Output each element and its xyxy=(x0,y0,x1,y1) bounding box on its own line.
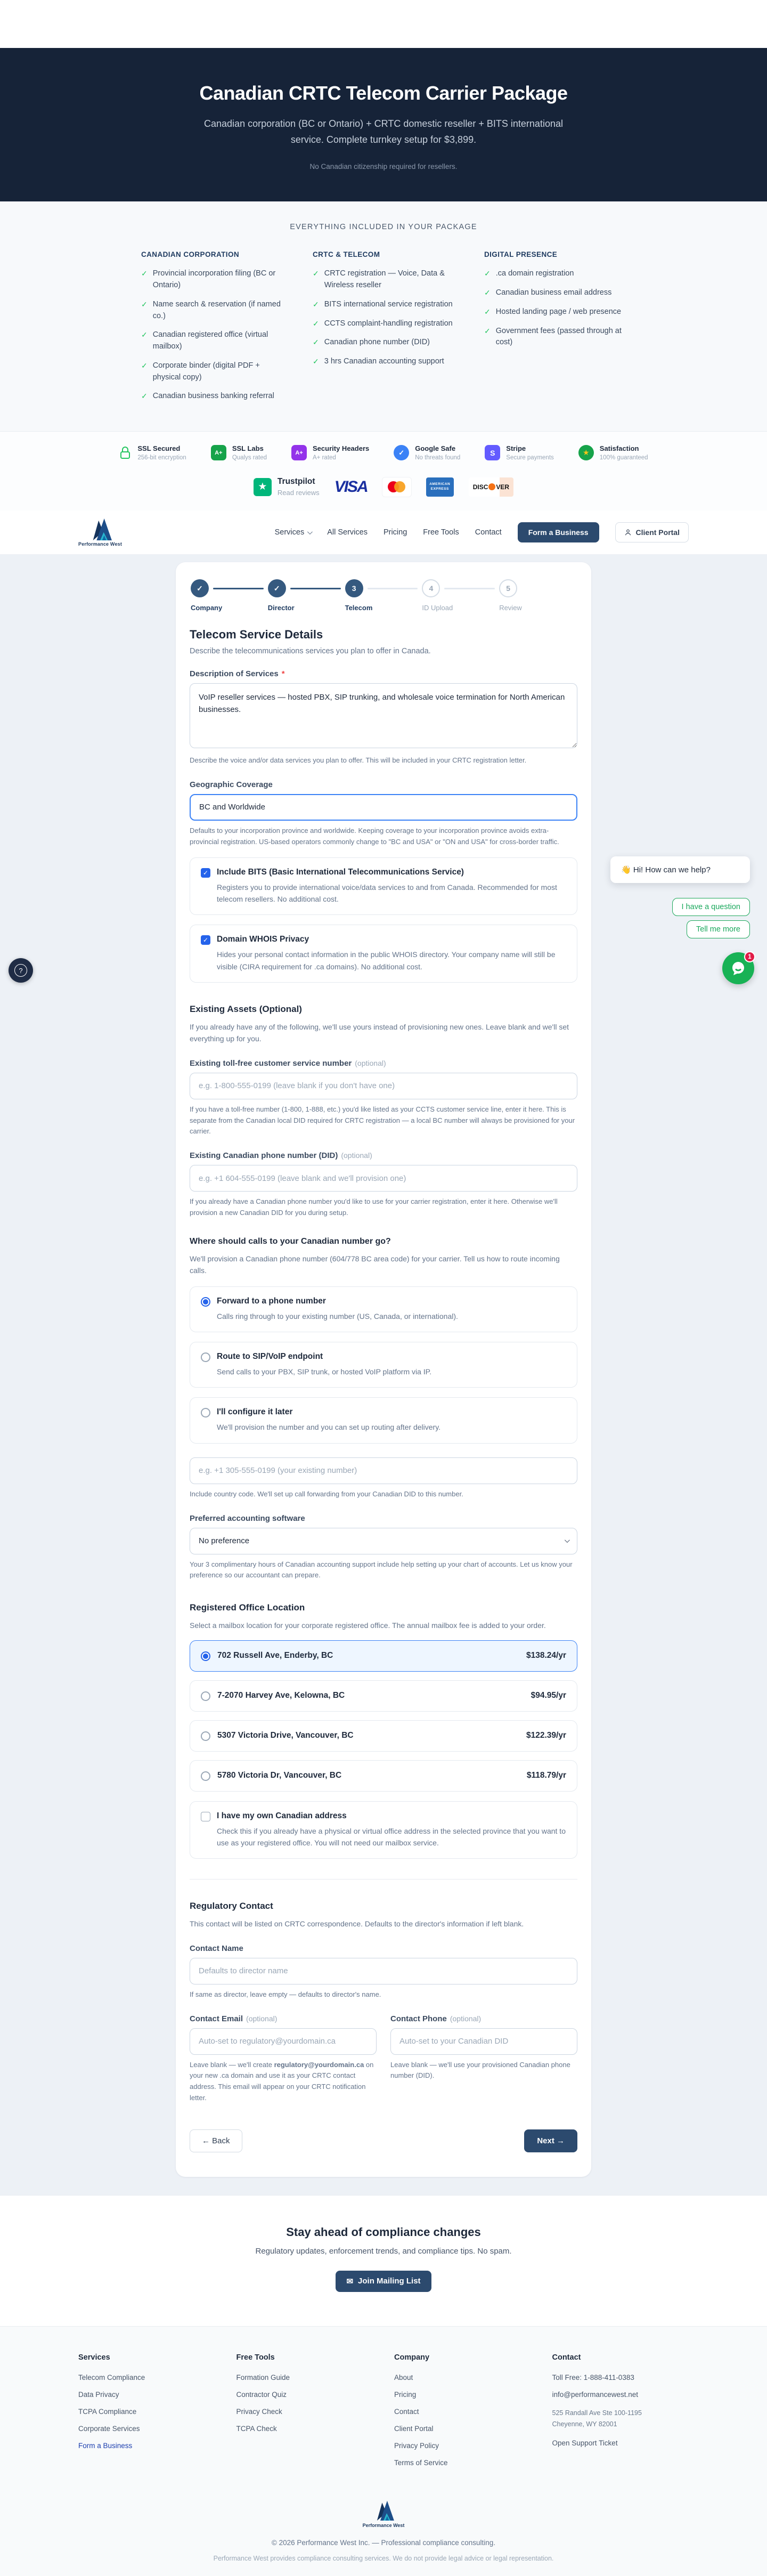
accounting-field xyxy=(190,1514,577,1582)
join-mailing-list-button[interactable] xyxy=(336,2271,431,2292)
section-divider xyxy=(190,1879,577,1880)
check-icon: ✓ xyxy=(484,288,491,297)
include-item xyxy=(313,356,454,368)
checkbox-checked-icon[interactable]: ✓ xyxy=(201,935,210,945)
chat-greeting-text: Hi! How can we help? xyxy=(633,865,711,875)
nav-link-free-tools[interactable] xyxy=(423,528,459,537)
copyright-text: © 2026 Performance West Inc. — Professional compliance consulting. xyxy=(271,2538,496,2547)
nav-link-label: Contact xyxy=(475,528,502,537)
form-section-title: Telecom Service Details xyxy=(190,628,323,642)
a-plus-icon: A+ xyxy=(211,445,226,460)
discover-o-icon xyxy=(488,483,495,490)
a-plus-icon: A+ xyxy=(291,445,307,460)
radio-icon[interactable] xyxy=(201,1691,210,1701)
radio-selected-icon[interactable] xyxy=(201,1297,210,1307)
office-address: 5780 Victoria Dr, Vancouver, BC xyxy=(217,1771,342,1780)
badge-subtitle: Qualys rated xyxy=(232,455,267,461)
include-item-label: Canadian business email address xyxy=(495,288,612,297)
step-label: ID Upload xyxy=(422,604,453,612)
whois-description: Hides your personal contact information in the public WHOIS directory. Your company name will still be visible (CIRA requirement for .ca domains). No additional cost. xyxy=(217,950,556,971)
footer-column-services xyxy=(78,2353,215,2476)
newsletter-section xyxy=(0,2195,767,2326)
chat-quick-reply-question[interactable]: I have a question xyxy=(672,898,750,916)
include-item xyxy=(141,391,283,402)
mastercard-logo xyxy=(382,477,411,497)
step-company[interactable] xyxy=(191,579,268,612)
back-label: Back xyxy=(212,2136,230,2145)
check-icon: ✓ xyxy=(484,326,491,335)
footer-link-form-a-business[interactable]: Form a Business xyxy=(78,2441,133,2450)
discover-logo xyxy=(469,477,513,497)
badge-subtitle: A+ rated xyxy=(313,455,336,461)
main-content xyxy=(0,555,767,2195)
routing-option-label: Forward to a phone number xyxy=(217,1296,326,1306)
field-help: If same as director, leave empty — defaults to director's name. xyxy=(190,1990,381,1998)
step-check-icon: ✓ xyxy=(268,579,286,597)
discover-text-right: VER xyxy=(496,483,510,491)
description-textarea[interactable] xyxy=(190,683,577,748)
check-icon: ✓ xyxy=(484,307,491,316)
trustpilot-link[interactable]: Read reviews xyxy=(277,489,320,497)
footer-link-corporate-services[interactable]: Corporate Services xyxy=(78,2424,140,2433)
step-check-icon: ✓ xyxy=(191,579,209,597)
step-label: Telecom xyxy=(345,604,373,612)
badge-subtitle: No threats found xyxy=(415,455,461,461)
office-option-kelowna[interactable] xyxy=(190,1680,577,1712)
nav-link-label: Services xyxy=(274,528,305,537)
step-label: Review xyxy=(499,604,522,612)
include-item-label: Hosted landing page / web presence xyxy=(495,307,622,316)
step-review[interactable] xyxy=(499,579,576,612)
field-help xyxy=(190,2060,377,2104)
step-telecom[interactable] xyxy=(345,579,422,612)
contact-email-input[interactable] xyxy=(190,2028,377,2055)
field-label: Contact Phone xyxy=(390,2014,447,2023)
include-item-label: Canadian phone number (DID) xyxy=(324,338,430,347)
mail-icon: ✉ xyxy=(346,2277,354,2286)
routing-intro: We'll provision a Canadian phone number (604/778 BC area code) for your carrier. Tell us how to route incoming calls. xyxy=(190,1254,560,1275)
help-text: Leave blank — we'll create xyxy=(190,2060,274,2069)
badge-security-headers xyxy=(291,444,369,461)
office-option-enderby[interactable] xyxy=(190,1640,577,1672)
footer-brand-logo xyxy=(372,2500,395,2521)
office-address: 7-2070 Harvey Ave, Kelowna, BC xyxy=(217,1691,345,1700)
check-icon: ✓ xyxy=(141,330,148,339)
check-icon: ✓ xyxy=(313,319,319,328)
footer-column-free-tools xyxy=(236,2353,373,2476)
badge-google-safe xyxy=(394,444,460,461)
radio-icon[interactable] xyxy=(201,1731,210,1741)
routing-option-description: Send calls to your PBX, SIP trunk, or hosted VoIP platform via IP. xyxy=(217,1367,432,1376)
nav-link-services[interactable] xyxy=(275,528,312,537)
newsletter-title: Stay ahead of compliance changes xyxy=(286,2225,481,2239)
include-item-label: Canadian business banking referral xyxy=(152,392,274,401)
newsletter-subtitle: Regulatory updates, enforcement trends, and compliance tips. No spam. xyxy=(255,2246,512,2256)
stripe-icon: S xyxy=(485,445,500,460)
accounting-selected-value: No preference xyxy=(199,1536,250,1546)
office-option-victoria-drive[interactable] xyxy=(190,1720,577,1752)
optional-tag: (optional) xyxy=(246,2014,278,2023)
include-item xyxy=(141,299,283,322)
footer xyxy=(0,2326,767,2576)
brand-logo[interactable] xyxy=(78,518,122,547)
include-item-label: CCTS complaint-handling registration xyxy=(324,319,453,328)
hero-note: No Canadian citizenship required for resellers. xyxy=(309,163,458,171)
form-a-business-button[interactable]: Form a Business xyxy=(518,522,599,542)
include-item xyxy=(313,337,454,349)
column-title: DIGITAL PRESENCE xyxy=(484,250,558,259)
badge-ssl-secured xyxy=(119,444,186,461)
step-number: 4 xyxy=(422,579,440,597)
routing-option-description: We'll provision the number and you can set up routing after delivery. xyxy=(217,1423,441,1432)
include-item-label: Provincial incorporation filing (BC or Ontario) xyxy=(152,269,276,290)
routing-option-sip[interactable] xyxy=(190,1342,577,1388)
whois-label: Domain WHOIS Privacy xyxy=(217,935,309,944)
step-number: 3 xyxy=(345,579,363,597)
field-help: Describe the voice and/or data services you plan to offer. This will be included in your CRTC registration letter. xyxy=(190,756,527,765)
chat-bubble-icon xyxy=(729,959,747,977)
nav-link-label: All Services xyxy=(327,528,368,537)
hero-subtitle: Canadian corporation (BC or Ontario) + CRTC domestic reseller + BITS international service. Complete turnkey setup for $3,899. xyxy=(204,118,563,145)
footer-link-data-privacy[interactable]: Data Privacy xyxy=(78,2390,119,2399)
include-item-label: CRTC registration — Voice, Data & Wireless reseller xyxy=(324,269,445,290)
check-icon: ✓ xyxy=(313,299,319,309)
progress-stepper xyxy=(190,577,577,612)
include-item-label: 3 hrs Canadian accounting support xyxy=(324,357,444,366)
footer-link-telecom-compliance[interactable]: Telecom Compliance xyxy=(78,2373,145,2381)
next-label: Next xyxy=(537,2136,554,2145)
badge-subtitle: 100% guaranteed xyxy=(599,455,648,461)
client-portal-button[interactable] xyxy=(615,522,689,542)
wave-icon: 👋 xyxy=(621,865,631,875)
form-card xyxy=(176,562,591,2177)
radio-icon[interactable] xyxy=(201,1352,210,1362)
contact-name-input[interactable] xyxy=(190,1958,577,1984)
step-id-upload[interactable] xyxy=(422,579,499,612)
badge-title: Satisfaction xyxy=(599,444,639,453)
include-item xyxy=(313,299,454,311)
include-item xyxy=(484,326,626,349)
footer-link-contact[interactable]: Contact xyxy=(394,2407,419,2416)
footer-column-title: Contact xyxy=(552,2353,581,2362)
bits-description: Registers you to provide international voice/data services to and from Canada. Recommended for most telecom resellers. No additional cost. xyxy=(217,882,557,903)
contact-phone-input[interactable] xyxy=(390,2028,577,2055)
routing-option-description: Calls ring through to your existing number (US, Canada, or international). xyxy=(217,1311,458,1321)
footer-link-privacy-policy[interactable]: Privacy Policy xyxy=(394,2441,439,2450)
routing-option-label: I'll configure it later xyxy=(217,1407,293,1417)
badge-title: SSL Secured xyxy=(137,444,181,453)
tollfree-input[interactable] xyxy=(190,1073,577,1099)
nav-link-label: Free Tools xyxy=(423,528,459,537)
badge-title: Security Headers xyxy=(313,444,370,453)
star-icon: ★ xyxy=(578,445,594,460)
contact-email-field xyxy=(190,2014,377,2104)
office-address: 5307 Victoria Drive, Vancouver, BC xyxy=(217,1731,354,1740)
amex-line2: EXPRESS xyxy=(430,487,449,491)
optional-tag: (optional) xyxy=(355,1058,386,1067)
badge-title: Stripe xyxy=(506,444,526,453)
client-portal-label: Client Portal xyxy=(635,528,680,537)
field-label: Contact Name xyxy=(190,1943,243,1953)
own-address-checkbox-card[interactable] xyxy=(190,1801,577,1859)
whois-checkbox-card[interactable] xyxy=(190,925,577,983)
coverage-input[interactable] xyxy=(190,794,577,821)
page-title: Canadian CRTC Telecom Carrier Package xyxy=(199,82,568,104)
footer-link-formation-guide[interactable]: Formation Guide xyxy=(236,2373,290,2381)
coverage-field xyxy=(190,780,577,848)
checkbox-unchecked-icon[interactable] xyxy=(201,1812,210,1821)
field-help: If you have a toll-free number (1-800, 1-888, etc.) you'd like listed as your CCTS customer service line, enter it here. This is separate from the Canadian local DID required for CRTC registration — a local BC number will always be provisioned for your carrier. xyxy=(190,1105,575,1136)
required-asterisk: * xyxy=(281,669,285,679)
check-icon: ✓ xyxy=(313,357,319,366)
trust-badges-section xyxy=(0,432,767,511)
optional-tag: (optional) xyxy=(450,2014,482,2023)
optional-tag: (optional) xyxy=(341,1151,372,1160)
include-item xyxy=(484,268,626,280)
footer-link-terms[interactable]: Terms of Service xyxy=(394,2458,448,2467)
include-item-label: BITS international service registration xyxy=(324,299,453,309)
hero-section xyxy=(0,48,767,201)
include-item xyxy=(313,268,454,291)
check-icon: ✓ xyxy=(141,269,148,278)
accessibility-help-button[interactable] xyxy=(9,958,33,983)
badge-subtitle: Secure payments xyxy=(506,455,554,461)
navbar xyxy=(0,511,767,555)
field-label: Existing Canadian phone number (DID) xyxy=(190,1151,338,1161)
office-intro: Select a mailbox location for your corporate registered office. The annual mailbox fee is added to your order. xyxy=(190,1621,546,1630)
footer-link-privacy-check[interactable]: Privacy Check xyxy=(236,2407,282,2416)
performancewest-logo-icon xyxy=(88,518,112,540)
chat-unread-badge: 1 xyxy=(744,951,755,962)
footer-link-client-portal[interactable]: Client Portal xyxy=(394,2424,434,2433)
routing-option-forward[interactable] xyxy=(190,1286,577,1332)
office-address: 702 Russell Ave, Enderby, BC xyxy=(217,1651,333,1660)
field-help: Include country code. We'll set up call forwarding from your Canadian DID to this number. xyxy=(190,1489,463,1498)
footer-column-contact xyxy=(552,2353,689,2476)
check-icon: ✓ xyxy=(313,338,319,347)
field-label: Contact Email xyxy=(190,2014,243,2023)
routing-option-later[interactable] xyxy=(190,1397,577,1443)
include-item xyxy=(141,329,283,353)
column-title: CANADIAN CORPORATION xyxy=(141,250,239,259)
visa-logo: VISA xyxy=(334,477,368,496)
include-item-label: .ca domain registration xyxy=(495,269,574,278)
footer-column-title: Services xyxy=(78,2353,110,2362)
bits-checkbox-card[interactable] xyxy=(190,857,577,916)
nav-link-pricing[interactable] xyxy=(384,528,407,537)
description-field xyxy=(190,669,577,766)
step-label: Director xyxy=(267,604,295,612)
include-item-label: Government fees (passed through at cost) xyxy=(495,326,622,347)
routing-heading: Where should calls to your Canadian number go? xyxy=(190,1236,391,1246)
discover-text-left: DISC xyxy=(472,483,488,491)
footer-email-link[interactable]: info@performancewest.net xyxy=(552,2390,639,2399)
top-whitespace xyxy=(0,0,767,48)
includes-column-corporation xyxy=(141,250,283,410)
disclaimer-text: Performance West provides compliance consulting services. We do not provide legal advice or legal representation. xyxy=(213,2554,554,2562)
tollfree-field xyxy=(190,1059,577,1137)
field-help: Leave blank — we'll use your provisioned Canadian phone number (DID). xyxy=(390,2060,570,2080)
next-button[interactable] xyxy=(524,2129,577,2152)
check-icon: ✓ xyxy=(141,299,148,309)
office-price: $94.95/yr xyxy=(531,1691,566,1700)
nav-link-label: Pricing xyxy=(383,528,407,537)
field-label: Preferred accounting software xyxy=(190,1513,305,1523)
arrow-left-icon: ← xyxy=(202,2136,210,2145)
footer-brand-name: Performance West xyxy=(362,2522,405,2528)
existing-assets-intro: If you already have any of the following, we'll use yours instead of provisioning new ones. Leave blank and we'll set everything up for you. xyxy=(190,1023,569,1043)
field-help: Defaults to your incorporation province and worldwide. Keeping coverage to your incorporation province avoids extra-provincial registration. US-based operators commonly change to "BC and USA" or "ON and USA" for cross-border traffic. xyxy=(190,826,559,846)
footer-link-tcpa-compliance[interactable]: TCPA Compliance xyxy=(78,2407,137,2416)
check-icon: ✓ xyxy=(141,361,148,370)
field-label: Description of Services xyxy=(190,669,279,679)
radio-selected-icon[interactable] xyxy=(201,1651,210,1661)
include-item-label: Corporate binder (digital PDF + physical copy) xyxy=(152,361,260,382)
chat-greeting-bubble[interactable] xyxy=(610,856,750,883)
footer-address xyxy=(552,2408,689,2431)
office-price: $138.24/yr xyxy=(526,1651,566,1660)
contact-name-field xyxy=(190,1944,577,2000)
include-item xyxy=(313,318,454,330)
help-email-strong: regulatory@yourdomain.ca xyxy=(274,2060,364,2069)
footer-phone-link[interactable]: Toll Free: 1-888-411-0383 xyxy=(552,2373,634,2381)
step-label: Company xyxy=(191,604,223,612)
own-address-label: I have my own Canadian address xyxy=(217,1811,347,1820)
include-item-label: Name search & reservation (if named co.) xyxy=(152,299,281,320)
office-price: $122.39/yr xyxy=(526,1731,566,1740)
back-button[interactable] xyxy=(190,2129,242,2152)
include-item xyxy=(484,287,626,299)
footer-link-pricing[interactable]: Pricing xyxy=(394,2390,417,2399)
checkbox-checked-icon[interactable]: ✓ xyxy=(201,868,210,878)
field-help: Your 3 complimentary hours of Canadian accounting support include help setting up your chart of accounts. Let us know your preference so our accountant can prepare. xyxy=(190,1560,573,1579)
footer-address-line1: 525 Randall Ave Ste 100-1195 xyxy=(552,2409,642,2417)
field-help: If you already have a Canadian phone number you'd like to use for your carrier registration, enter it here. Otherwise we'll provision a new Canadian DID for you during setup. xyxy=(190,1197,558,1217)
chevron-down-icon xyxy=(307,529,313,534)
question-icon: ? xyxy=(14,964,27,977)
arrow-right-icon: → xyxy=(557,2136,565,2145)
chat-launcher-button[interactable] xyxy=(722,952,754,984)
footer-support-ticket-link[interactable]: Open Support Ticket xyxy=(552,2439,618,2448)
include-item xyxy=(484,306,626,318)
regulatory-intro: This contact will be listed on CRTC correspondence. Defaults to the director's information if left blank. xyxy=(190,1919,524,1929)
check-icon: ✓ xyxy=(484,269,491,278)
trustpilot-star-icon: ★ xyxy=(254,478,272,496)
lock-icon xyxy=(119,446,132,460)
form-section-subtitle: Describe the telecommunications services you plan to offer in Canada. xyxy=(190,647,431,656)
amex-logo xyxy=(426,477,454,497)
office-option-victoria-dr[interactable] xyxy=(190,1760,577,1792)
footer-link-tcpa-check[interactable]: TCPA Check xyxy=(236,2424,277,2433)
include-item xyxy=(141,268,283,291)
amex-line1: AMERICAN xyxy=(429,482,451,487)
payment-logos-row xyxy=(0,477,767,497)
nav-link-all-services[interactable] xyxy=(327,528,368,537)
help-text: on your new .ca domain and use it as your CRTC contact address. This email will appear on your CRTC notification letter. xyxy=(190,2060,374,2102)
badge-satisfaction xyxy=(578,444,648,461)
radio-icon[interactable] xyxy=(201,1408,210,1417)
includes-column-digital xyxy=(484,250,626,410)
shield-check-icon: ✓ xyxy=(394,445,409,460)
did-field xyxy=(190,1151,577,1219)
person-icon xyxy=(624,529,632,536)
field-label: Existing toll-free customer service number xyxy=(190,1058,352,1068)
trustpilot-title: Trustpilot xyxy=(277,477,315,487)
footer-column-company xyxy=(394,2353,531,2476)
own-address-description: Check this if you already have a physical or virtual office address in the selected province that you want to use as your registered office. You will not need our mailbox service. xyxy=(217,1826,566,1847)
chat-quick-reply-more[interactable]: Tell me more xyxy=(687,920,750,938)
check-icon: ✓ xyxy=(313,269,319,278)
radio-icon[interactable] xyxy=(201,1771,210,1781)
did-input[interactable] xyxy=(190,1165,577,1192)
forward-number-input[interactable] xyxy=(190,1457,577,1484)
footer-column-title: Company xyxy=(394,2353,430,2362)
performancewest-logo-icon xyxy=(372,2500,395,2521)
footer-link-about[interactable]: About xyxy=(394,2373,413,2381)
includes-heading: EVERYTHING INCLUDED IN YOUR PACKAGE xyxy=(290,223,477,232)
include-item-label: Canadian registered office (virtual mailbox) xyxy=(152,330,268,351)
step-director[interactable] xyxy=(268,579,345,612)
footer-column-title: Free Tools xyxy=(236,2353,275,2362)
join-mailing-list-label: Join Mailing List xyxy=(358,2277,421,2286)
badge-title: SSL Labs xyxy=(232,444,264,453)
package-includes-section xyxy=(0,201,767,432)
badge-title: Google Safe xyxy=(415,444,456,453)
check-icon: ✓ xyxy=(141,392,148,401)
includes-column-crtc xyxy=(313,250,454,410)
badge-ssl-labs xyxy=(211,444,267,461)
badge-subtitle: 256-bit encryption xyxy=(137,455,186,461)
nav-link-contact[interactable] xyxy=(475,528,502,537)
brand-name: Performance West xyxy=(78,541,123,547)
column-title: CRTC & TELECOM xyxy=(313,250,380,259)
office-heading: Registered Office Location xyxy=(190,1602,305,1613)
accounting-select[interactable] xyxy=(190,1528,577,1554)
routing-option-label: Route to SIP/VoIP endpoint xyxy=(217,1352,323,1362)
include-item xyxy=(141,360,283,384)
forward-number-field xyxy=(190,1457,577,1500)
footer-address-line2: Cheyenne, WY 82001 xyxy=(552,2420,617,2428)
contact-phone-field xyxy=(390,2014,577,2104)
footer-link-contractor-quiz[interactable]: Contractor Quiz xyxy=(236,2390,287,2399)
field-label: Geographic Coverage xyxy=(190,780,273,789)
regulatory-heading: Regulatory Contact xyxy=(190,1901,273,1911)
existing-assets-heading: Existing Assets (Optional) xyxy=(190,1004,302,1015)
trustpilot-widget[interactable] xyxy=(254,477,320,497)
office-price: $118.79/yr xyxy=(526,1771,566,1780)
chevron-down-icon xyxy=(565,1537,570,1543)
step-number: 5 xyxy=(499,579,517,597)
bits-label: Include BITS (Basic International Telecommunications Service) xyxy=(217,867,464,877)
badge-stripe xyxy=(485,444,554,461)
